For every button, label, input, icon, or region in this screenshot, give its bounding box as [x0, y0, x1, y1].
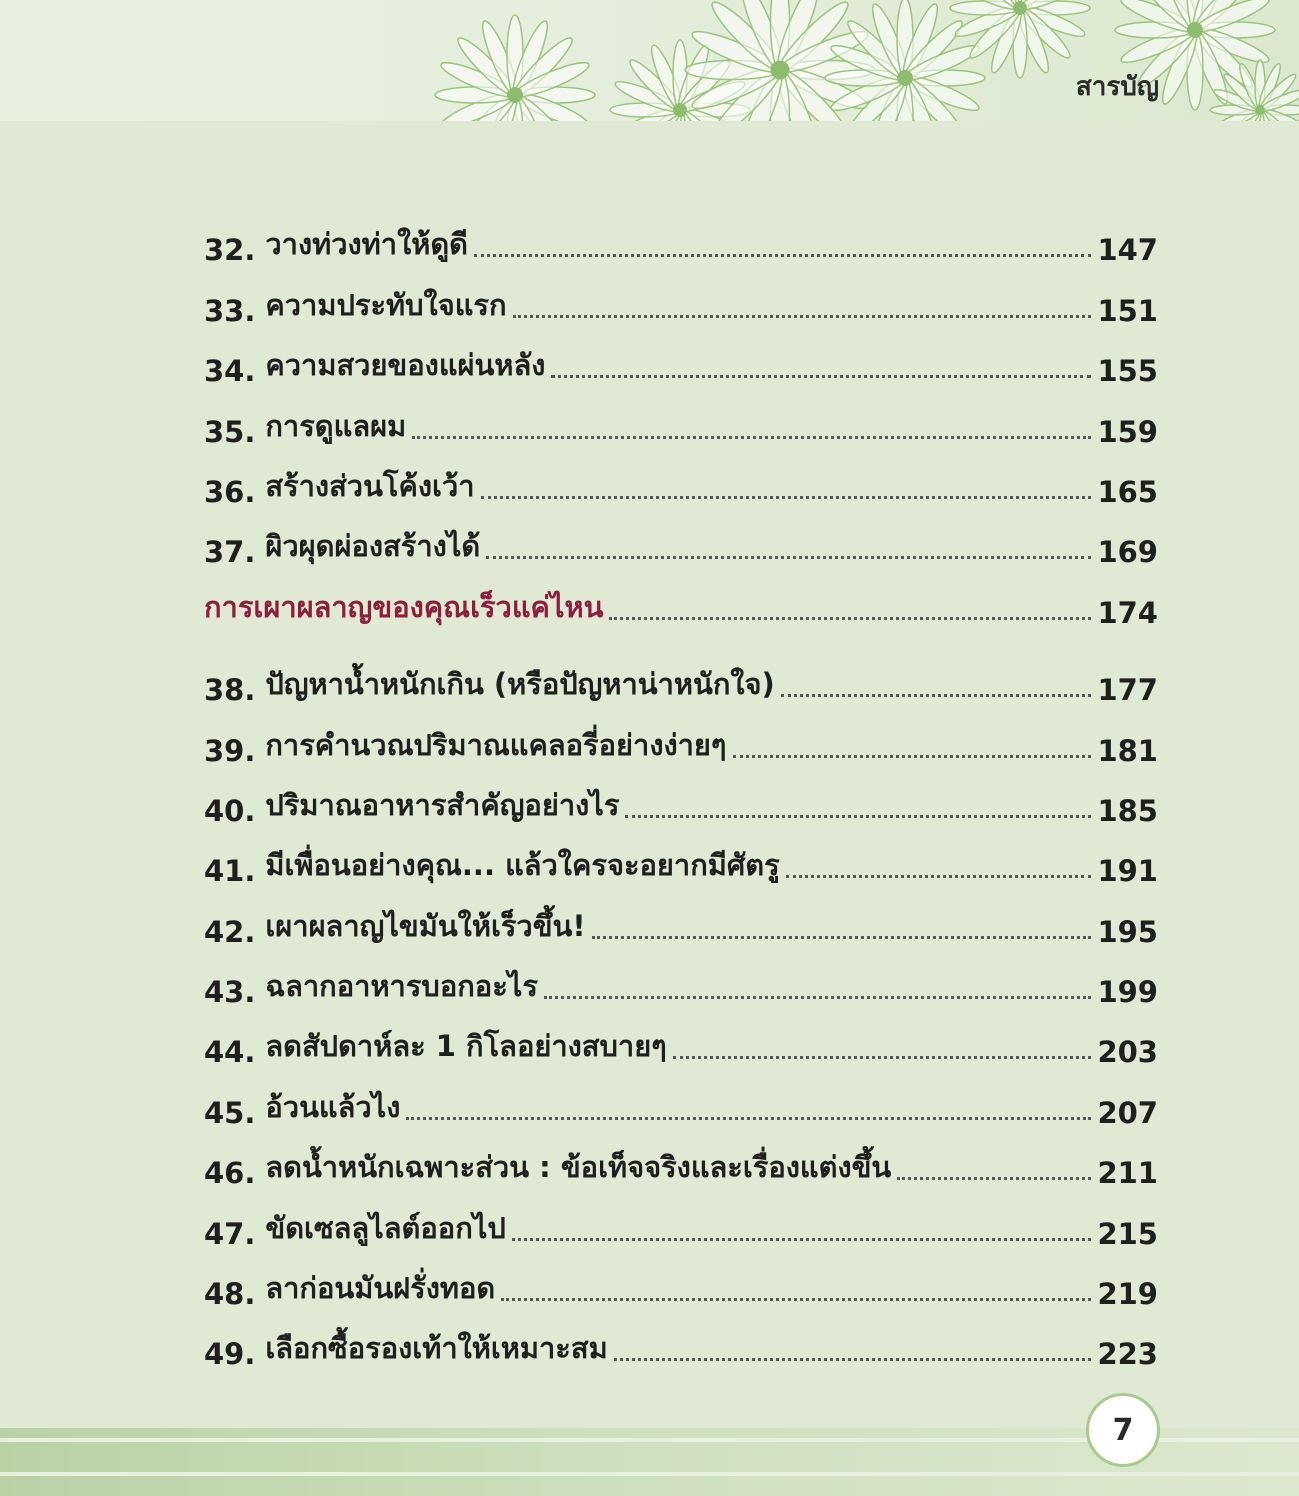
toc-number: 43. [204, 975, 256, 1010]
toc-page-number: 181 [1097, 733, 1158, 768]
toc-title: การคำนวณปริมาณแคลอรี่อย่างง่ายๆ [265, 727, 727, 762]
toc-number: 37. [204, 535, 256, 570]
toc-leader-dots [609, 616, 1091, 620]
toc-number: 39. [204, 733, 256, 768]
toc-number: 38. [204, 673, 256, 708]
toc-page-number: 159 [1097, 414, 1158, 449]
toc-leader-dots [501, 1297, 1091, 1301]
toc-entry[interactable] [204, 449, 1158, 509]
toc-entry[interactable] [204, 1069, 1158, 1129]
toc-entry[interactable] [204, 1311, 1158, 1371]
toc-entry[interactable] [204, 888, 1158, 948]
toc-leader-dots [592, 935, 1092, 939]
toc-page-number: 211 [1097, 1156, 1158, 1191]
toc-leader-dots [513, 314, 1092, 318]
toc-entry[interactable] [204, 509, 1158, 569]
toc-leader-dots [625, 814, 1091, 818]
table-of-contents [204, 207, 1158, 1371]
toc-title: ฉลากอาหารบอกอะไร [265, 969, 538, 1004]
footer-line [0, 1472, 1299, 1476]
toc-title: ความสวยของแผ่นหลัง [265, 348, 546, 383]
toc-leader-dots [897, 1176, 1091, 1180]
toc-leader-dots [551, 374, 1091, 378]
toc-page-number: 185 [1097, 793, 1158, 828]
toc-page-number: 203 [1097, 1035, 1158, 1070]
toc-leader-dots [406, 1116, 1091, 1120]
toc-title: ขัดเซลลูไลต์ออกไป [265, 1210, 506, 1245]
toc-entry[interactable] [204, 207, 1158, 267]
toc-title: เลือกซื้อรองเท้าให้เหมาะสม [265, 1331, 608, 1366]
toc-title: ปริมาณอาหารสำคัญอย่างไร [265, 787, 620, 822]
toc-entry[interactable] [204, 949, 1158, 1009]
toc-title: ลาก่อนมันฝรั่งทอด [265, 1271, 496, 1306]
toc-number: 47. [204, 1216, 256, 1251]
page-number: 7 [1086, 1393, 1160, 1467]
toc-title: ลดสัปดาห์ละ 1 กิโลอย่างสบายๆ [265, 1029, 667, 1064]
toc-title: การเผาผลาญของคุณเร็วแค่ไหน [204, 589, 604, 624]
toc-number: 32. [204, 233, 256, 268]
toc-title: เผาผลาญไขมันให้เร็วขึ้น! [265, 908, 586, 943]
toc-page-number: 195 [1097, 914, 1158, 949]
page-title: สารบัญ [1075, 72, 1159, 102]
toc-entry[interactable] [204, 328, 1158, 388]
toc-entry[interactable] [204, 1251, 1158, 1311]
toc-number: 36. [204, 474, 256, 509]
toc-page-number: 151 [1097, 293, 1158, 328]
toc-number: 49. [204, 1337, 256, 1372]
toc-number: 45. [204, 1095, 256, 1130]
toc-leader-dots [544, 995, 1091, 999]
toc-entry[interactable] [204, 1130, 1158, 1190]
toc-entry[interactable] [204, 267, 1158, 327]
toc-entry[interactable] [204, 828, 1158, 888]
toc-number: 35. [204, 414, 256, 449]
toc-number: 33. [204, 293, 256, 328]
toc-entry[interactable] [204, 1009, 1158, 1069]
toc-entry[interactable] [204, 1190, 1158, 1250]
toc-leader-dots [512, 1237, 1092, 1241]
toc-leader-dots [673, 1055, 1092, 1059]
toc-leader-dots [781, 693, 1092, 697]
toc-number: 34. [204, 354, 256, 389]
toc-title: ปัญหาน้ำหนักเกิน (หรือปัญหาน่าหนักใจ) [265, 667, 775, 702]
toc-title: มีเพื่อนอย่างคุณ... แล้วใครจะอยากมีศัตรู [265, 848, 780, 883]
toc-number: 46. [204, 1156, 256, 1191]
toc-number: 44. [204, 1035, 256, 1070]
toc-page-number: 155 [1097, 354, 1158, 389]
toc-title: ผิวผุดผ่องสร้างได้ [265, 529, 481, 564]
toc-entry[interactable] [204, 569, 1158, 629]
toc-leader-dots [614, 1357, 1092, 1361]
toc-leader-dots [481, 495, 1092, 499]
toc-title: ความประทับใจแรก [265, 287, 507, 322]
toc-page-number: 215 [1097, 1216, 1158, 1251]
toc-title: การดูแลผม [265, 408, 407, 443]
toc-page-number: 199 [1097, 975, 1158, 1010]
toc-leader-dots [412, 435, 1091, 439]
toc-entry[interactable] [204, 647, 1158, 707]
toc-page-number: 177 [1097, 673, 1158, 708]
toc-page-number: 147 [1097, 233, 1158, 268]
toc-leader-dots [474, 253, 1091, 257]
toc-page-number: 219 [1097, 1277, 1158, 1312]
toc-entry[interactable] [204, 388, 1158, 448]
toc-page-number: 169 [1097, 535, 1158, 570]
toc-title: อ้วนแล้วไง [265, 1089, 401, 1124]
header-band [0, 0, 1299, 121]
toc-page-number: 207 [1097, 1095, 1158, 1130]
toc-page-number: 223 [1097, 1337, 1158, 1372]
toc-title: ลดน้ำหนักเฉพาะส่วน : ข้อเท็จจริงและเรื่องแต่งขึ้น [265, 1150, 892, 1185]
toc-page-number: 165 [1097, 474, 1158, 509]
toc-leader-dots [486, 555, 1091, 559]
toc-number: 40. [204, 793, 256, 828]
toc-title: สร้างส่วนโค้งเว้า [265, 468, 475, 503]
toc-entry[interactable] [204, 768, 1158, 828]
toc-title: วางท่วงท่าให้ดูดี [265, 227, 469, 262]
toc-page-number: 191 [1097, 854, 1158, 889]
toc-number: 48. [204, 1277, 256, 1312]
toc-number: 42. [204, 914, 256, 949]
toc-leader-dots [733, 754, 1092, 758]
toc-entry[interactable] [204, 707, 1158, 767]
toc-page-number: 174 [1097, 595, 1158, 630]
toc-leader-dots [786, 874, 1092, 878]
toc-number: 41. [204, 854, 256, 889]
